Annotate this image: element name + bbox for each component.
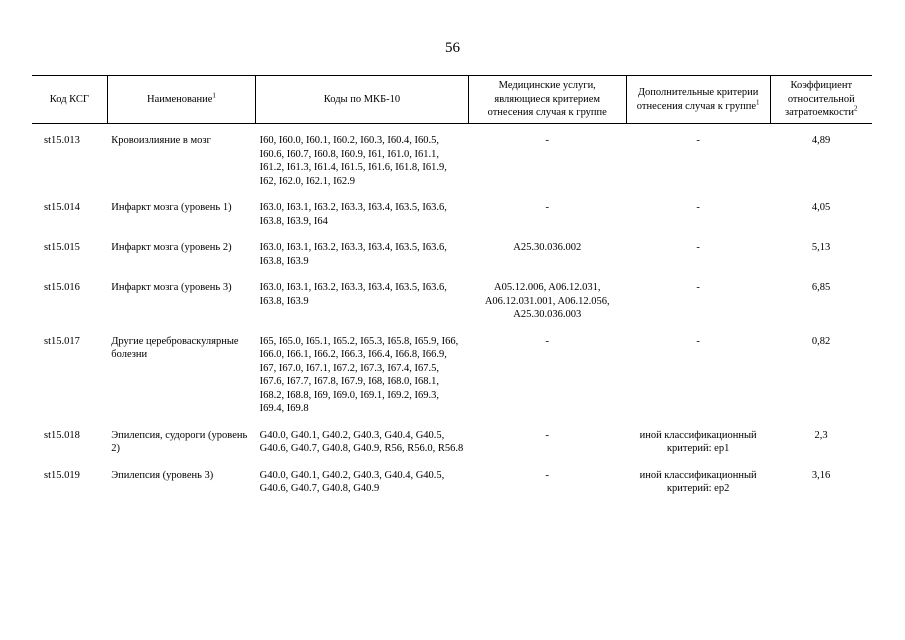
cell-code: st15.019 (44, 469, 80, 481)
cell-code: st15.017 (44, 335, 80, 347)
table-row (32, 429, 872, 469)
ksg-table (32, 75, 872, 509)
cell-code: st15.015 (44, 242, 80, 253)
cell-criteria: - (696, 135, 700, 146)
cell-coefficient: 2,3 (814, 429, 828, 441)
table-row (32, 281, 872, 335)
table-row (32, 134, 872, 201)
cell-services: - (545, 469, 549, 481)
cell-coefficient: 4,89 (811, 135, 831, 146)
cell-coefficient: 4,05 (811, 202, 831, 213)
cell-coefficient: 3,16 (811, 469, 831, 481)
cell-criteria: иной классификационный критерий: ep1 (639, 429, 757, 454)
cell-mkb-codes: I65, I65.0, I65.1, I65.2, I65.3, I65.8, I65.9, I66, I66.0, I66.1, I66.2, I66.3, I66.4, I66.8, I66.9, I67, I67.0, I67.1, I67.2, I67.3, I67.4, I67.5, I67.6, I67.7, I67.8, I67.9, I68, I68.0, I68.1, I68.2, I68.8, I69, I69.0, I69.1, I69.2, I69.3, I69.4, I69.8 (259, 335, 459, 414)
header-mkb-codes: Коды по МКБ-10 (256, 76, 469, 124)
cell-code: st15.013 (44, 135, 80, 146)
cell-name: Инфаркт мозга (уровень 1) (111, 202, 232, 213)
cell-mkb-codes: I60, I60.0, I60.1, I60.2, I60.3, I60.4, I60.5, I60.6, I60.7, I60.8, I60.9, I61, I61.0, I61.1, I61.2, I61.3, I61.4, I61.5, I61.6, I61.8, I61.9, I62, I62.0, I62.1, I62.9 (259, 135, 447, 187)
table-header (32, 76, 872, 124)
cell-services: A25.30.036.002 (513, 242, 582, 253)
cell-mkb-codes: I63.0, I63.1, I63.2, I63.3, I63.4, I63.5, I63.6, I63.8, I63.9 (259, 282, 447, 307)
cell-services: A05.12.006, A06.12.031, A06.12.031.001, A06.12.056, A25.30.036.003 (484, 282, 610, 320)
cell-name: Другие цереброваскулярные болезни (111, 335, 239, 360)
cell-criteria: иной классификационный критерий: ep2 (639, 469, 757, 494)
header-coefficient: Коэффициент относительной затратоемкости$^2$ (770, 76, 872, 124)
table-body (32, 124, 872, 509)
cell-name: Эпилепсия, судороги (уровень 2) (111, 429, 248, 454)
table-row (32, 469, 872, 509)
cell-services: - (545, 202, 549, 213)
cell-coefficient: 5,13 (811, 242, 831, 253)
cell-mkb-codes: G40.0, G40.1, G40.2, G40.3, G40.4, G40.5, G40.6, G40.7, G40.8, G40.9, R56, R56.0, R56.8 (259, 429, 464, 454)
cell-name: Кровоизлияние в мозг (111, 135, 211, 146)
cell-criteria: - (696, 282, 700, 293)
cell-criteria: - (696, 335, 700, 347)
cell-mkb-codes: G40.0, G40.1, G40.2, G40.3, G40.4, G40.5, G40.6, G40.7, G40.8, G40.9 (259, 469, 445, 494)
cell-criteria: - (696, 242, 700, 253)
cell-coefficient: 0,82 (811, 335, 831, 347)
cell-services: - (545, 135, 549, 146)
cell-code: st15.018 (44, 429, 80, 441)
cell-coefficient: 6,85 (811, 282, 831, 293)
cell-services: - (545, 335, 549, 347)
cell-criteria: - (696, 202, 700, 213)
cell-code: st15.016 (44, 282, 80, 293)
cell-mkb-codes: I63.0, I63.1, I63.2, I63.3, I63.4, I63.5, I63.6, I63.8, I63.9, I64 (259, 202, 447, 227)
page-number: 56 (445, 40, 460, 56)
header-code-ksg: Код КСГ (32, 76, 107, 124)
cell-mkb-codes: I63.0, I63.1, I63.2, I63.3, I63.4, I63.5, I63.6, I63.8, I63.9 (259, 242, 447, 267)
cell-name: Инфаркт мозга (уровень 3) (111, 282, 232, 293)
header-medical-services: Медицинские услуги, являющиеся критерием отнесения случая к группе (468, 76, 626, 124)
cell-code: st15.014 (44, 202, 80, 213)
table-row (32, 335, 872, 429)
table-row (32, 201, 872, 241)
header-name: Наименование$^1$ (107, 76, 255, 124)
cell-name: Инфаркт мозга (уровень 2) (111, 242, 232, 253)
cell-name: Эпилепсия (уровень 3) (111, 469, 214, 481)
table-row (32, 241, 872, 281)
header-row (32, 76, 872, 124)
header-additional-criteria: Дополнительные критерии отнесения случая к группе$^1$ (626, 76, 770, 124)
cell-services: - (545, 429, 549, 441)
